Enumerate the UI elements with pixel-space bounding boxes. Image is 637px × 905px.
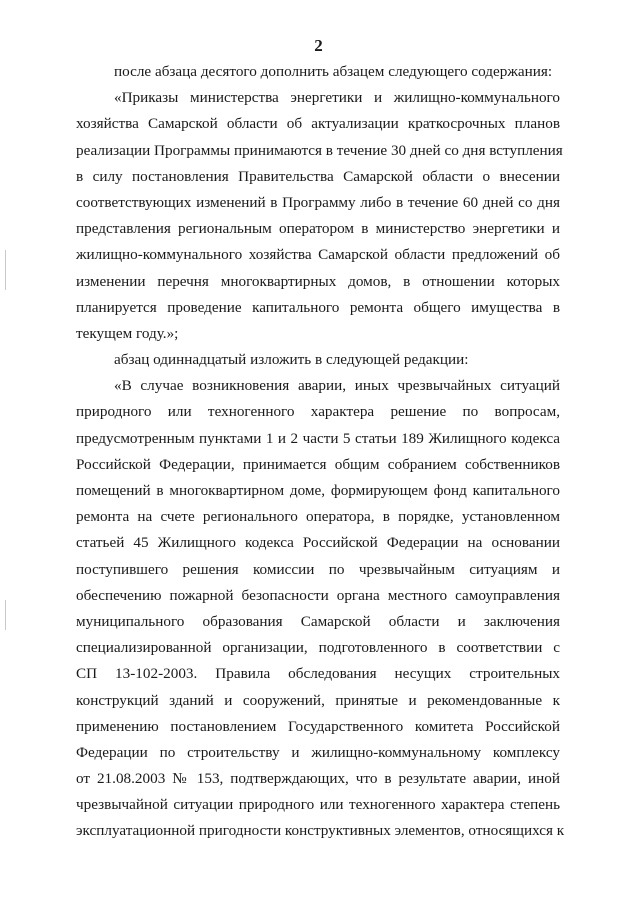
text-line: СП 13-102-2003. Правила обследования несущих строительных [76, 665, 560, 683]
text-line: применению постановлением Государственного комитета Российской [76, 717, 560, 735]
text-line: «В случае возникновения аварии, иных чрезвычайных ситуаций [114, 377, 560, 395]
text-line: чрезвычайной ситуации природного или техногенного характера степень [76, 796, 560, 814]
text-line: абзац одиннадцатый изложить в следующей редакции: [114, 351, 469, 369]
text-line: соответствующих изменений в Программу либо в течение 60 дней со дня [76, 193, 560, 211]
page-number: 2 [314, 36, 323, 55]
text-line: помещений в многоквартирном доме, формирующем фонд капитального [76, 482, 560, 499]
scan-margin-mark [5, 600, 6, 630]
text-line: Российской Федерации, принимается общим собранием собственников [76, 455, 560, 473]
text-line: Федерации по строительству и жилищно-коммунальному комплексу [76, 743, 560, 761]
text-line: после абзаца десятого дополнить абзацем следующего содержания: [114, 63, 553, 80]
text-line: поступившего решения комиссии по чрезвычайным ситуациям и [76, 560, 560, 578]
text-line: изменении перечня многоквартирных домов, в отношении которых [76, 272, 560, 290]
text-line: муниципального образования Самарской области и заключения [76, 612, 560, 630]
text-line: «Приказы министерства энергетики и жилищно-коммунального [114, 89, 560, 107]
text-line: конструкций зданий и сооружений, принятые и рекомендованные к [76, 691, 560, 709]
text-line: текущем году.»; [76, 324, 179, 342]
text-line: представления региональным оператором в министерство энергетики и [76, 220, 560, 238]
text-line: специализированной организации, подготовленного в соответствии с [76, 639, 560, 657]
text-line: эксплуатационной пригодности конструктивных элементов, относящихся к [76, 822, 565, 840]
text-line: от 21.08.2003 № 153, подтверждающих, что в результате аварии, иной [76, 770, 560, 788]
text-line: жилищно-коммунального хозяйства Самарской области предложений об [76, 246, 560, 264]
text-line: ремонта на счете регионального оператора, в порядке, установленном [76, 508, 560, 526]
document-body [76, 59, 565, 845]
text-line: природного или техногенного характера решение по вопросам, [76, 403, 560, 421]
text-line: в силу постановления Правительства Самарской области о внесении [76, 167, 560, 185]
text-line: статьей 45 Жилищного кодекса Российской Федерации на основании [76, 534, 560, 552]
text-line: реализации Программы принимаются в течение 30 дней со дня вступления [76, 141, 563, 159]
text-line: предусмотренным пунктами 1 и 2 части 5 статьи 189 Жилищного кодекса [76, 429, 560, 447]
text-line: планируется проведение капитального ремонта общего имущества в [76, 298, 560, 316]
scan-margin-mark [5, 250, 6, 290]
text-line: хозяйства Самарской области об актуализации краткосрочных планов [76, 115, 560, 133]
text-line: обеспечению пожарной безопасности органа местного самоуправления [76, 586, 560, 604]
